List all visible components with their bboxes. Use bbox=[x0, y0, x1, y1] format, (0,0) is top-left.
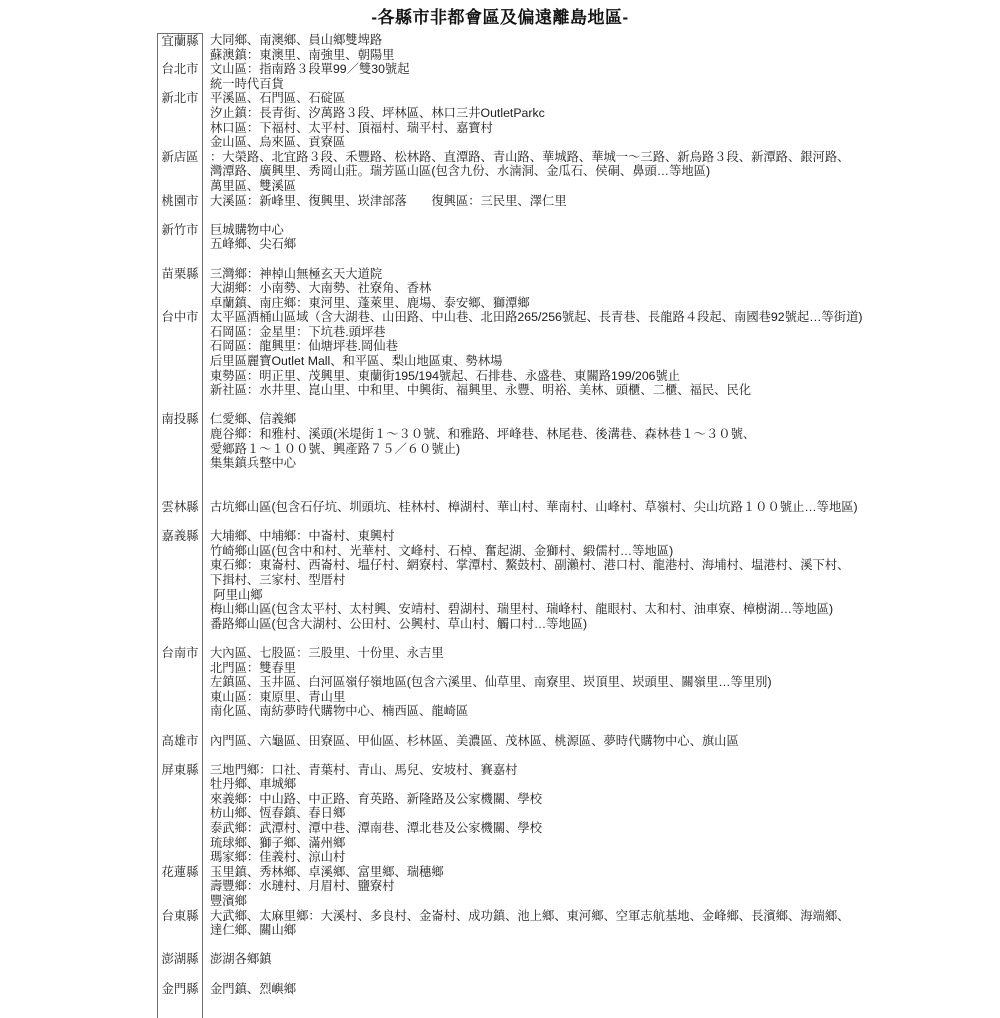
region-text: 文山區：指南路３段單99／雙30號起 bbox=[210, 62, 410, 77]
table-row bbox=[157, 558, 862, 573]
table-row bbox=[157, 952, 862, 967]
table-row bbox=[157, 602, 862, 617]
table-row bbox=[157, 369, 862, 384]
county-label bbox=[157, 296, 203, 311]
region-text: 琉球鄉、獅子鄉、滿州鄉 bbox=[210, 835, 346, 850]
region-text: 萬里區、雙溪區 bbox=[210, 178, 297, 193]
region-text: 五峰鄉、尖石鄉 bbox=[210, 237, 297, 252]
region-text: 古坑鄉山區(包含石仔坑、圳頭坑、桂林村、樟湖村、華山村、華南村、山峰村、草嶺村、尖山坑路１００號止…等地區) bbox=[210, 500, 858, 514]
table-row bbox=[157, 631, 862, 646]
region-text: 巨城購物中心 bbox=[210, 222, 284, 237]
table-row bbox=[157, 427, 862, 442]
table-row bbox=[157, 194, 862, 209]
county-label bbox=[157, 558, 203, 573]
table-row bbox=[157, 529, 862, 544]
region-text: 北門區：雙春里 bbox=[210, 660, 297, 675]
table-row bbox=[157, 77, 862, 92]
region-text: 汐止鎮：長青街、汐萬路３段、坪林區、林口三井OutletParkc bbox=[210, 105, 545, 120]
county-label bbox=[157, 369, 203, 384]
table-row bbox=[157, 62, 862, 77]
county-label bbox=[157, 164, 203, 179]
table-row bbox=[157, 806, 862, 821]
county-label: 澎湖縣 bbox=[157, 952, 203, 967]
county-label bbox=[157, 938, 203, 953]
table-row bbox=[157, 325, 862, 340]
region-text: 番路鄉山區(包含大湖村、公田村、公興村、草山村、觸口村…等地區) bbox=[210, 616, 588, 631]
region-text: 梅山鄉山區(包含太平村、太村興、安靖村、碧湖村、瑞里村、瑞峰村、龍眼村、太和村、油車寮、樟樹湖…等地區) bbox=[210, 602, 834, 617]
region-text: 大內區、七股區：三股里、十份里、永吉里 bbox=[210, 645, 444, 660]
table-row bbox=[157, 675, 862, 690]
county-label bbox=[157, 544, 203, 559]
page-title: -各縣市非都會區及偏遠離島地區- bbox=[371, 8, 629, 27]
county-label: 屏東縣 bbox=[157, 763, 203, 778]
county-label bbox=[157, 704, 203, 719]
region-text: ：大榮路、北宜路３段、禾豐路、松林路、直潭路、青山路、華城路、華城一～三路、新烏路３段、新潭路、銀河路、 bbox=[210, 149, 850, 164]
table-row bbox=[157, 339, 862, 354]
region-text: 三灣鄉：神棹山無極玄天大道院 bbox=[210, 266, 383, 281]
table-row bbox=[157, 544, 862, 559]
county-label: 金門縣 bbox=[157, 982, 203, 997]
county-label bbox=[157, 485, 203, 500]
county-label: 雲林縣 bbox=[157, 500, 203, 515]
county-label: 新店區 bbox=[157, 150, 203, 165]
county-label bbox=[157, 748, 203, 763]
region-text: 金山區、烏來區、貢寮區 bbox=[210, 135, 346, 150]
table-row bbox=[157, 354, 862, 369]
table-row bbox=[157, 982, 862, 997]
table-row bbox=[157, 515, 862, 530]
table-row bbox=[157, 661, 862, 676]
county-label bbox=[157, 967, 203, 982]
region-text: 大武鄉、太麻里鄉：大溪村、多良村、金崙村、成功鎮、池上鄉、東河鄉、空軍志航基地、金峰鄉、長濱鄉、海端鄉、 bbox=[210, 908, 850, 923]
county-label bbox=[157, 821, 203, 836]
county-label bbox=[157, 894, 203, 909]
county-label bbox=[157, 515, 203, 530]
county-label bbox=[157, 850, 203, 865]
table-row bbox=[157, 879, 862, 894]
table-row bbox=[157, 164, 862, 179]
county-label: 花蓮縣 bbox=[157, 865, 203, 880]
table-row bbox=[157, 310, 862, 325]
table-row bbox=[157, 909, 862, 924]
county-label bbox=[157, 121, 203, 136]
region-text: 下揖村、三家村、型厝村 bbox=[210, 572, 346, 587]
table-row bbox=[157, 734, 862, 749]
table-row bbox=[157, 573, 862, 588]
region-text: 卓蘭鎮、南庄鄉：東河里、蓬萊里、鹿場、泰安鄉、獅潭鄉 bbox=[210, 295, 530, 310]
county-label bbox=[157, 106, 203, 121]
table-row bbox=[157, 923, 862, 938]
county-label: 台東縣 bbox=[157, 909, 203, 924]
region-text: 平溪區、石門區、石碇區 bbox=[210, 91, 346, 106]
region-table bbox=[157, 33, 862, 1011]
county-label bbox=[157, 690, 203, 705]
table-row bbox=[157, 485, 862, 500]
table-row bbox=[157, 646, 862, 661]
region-text: 仁愛鄉、信義鄉 bbox=[210, 412, 297, 427]
table-row bbox=[157, 121, 862, 136]
table-row bbox=[157, 223, 862, 238]
county-label bbox=[157, 777, 203, 792]
region-text: 三地門鄉：口社、青葉村、青山、馬兒、安坡村、賽嘉村 bbox=[210, 762, 518, 777]
county-label bbox=[157, 806, 203, 821]
table-row bbox=[157, 383, 862, 398]
county-label bbox=[157, 836, 203, 851]
table-row bbox=[157, 281, 862, 296]
table-row bbox=[157, 252, 862, 267]
county-label bbox=[157, 325, 203, 340]
county-label bbox=[157, 135, 203, 150]
table-row bbox=[157, 91, 862, 106]
table-row bbox=[157, 106, 862, 121]
county-label bbox=[157, 427, 203, 442]
county-label: 宜蘭縣 bbox=[157, 33, 203, 48]
county-label bbox=[157, 237, 203, 252]
table-row bbox=[157, 500, 862, 515]
table-row bbox=[157, 792, 862, 807]
table-row bbox=[157, 33, 862, 48]
table-row bbox=[157, 836, 862, 851]
table-row bbox=[157, 865, 862, 880]
table-row bbox=[157, 237, 862, 252]
region-text: 集集鎮兵整中心 bbox=[210, 456, 297, 471]
county-label: 新北市 bbox=[157, 91, 203, 106]
county-label bbox=[157, 208, 203, 223]
table-row bbox=[157, 821, 862, 836]
county-label bbox=[157, 602, 203, 617]
region-text: 石岡區：龍興里：仙塘坪巷.岡仙巷 bbox=[210, 339, 398, 354]
table-row bbox=[157, 588, 862, 603]
county-label bbox=[157, 617, 203, 632]
region-text: 內門區、六龜區、田寮區、甲仙區、杉林區、美濃區、茂林區、桃源區、夢時代購物中心、旗山區 bbox=[210, 733, 739, 748]
region-text: 瑪家鄉：佳義村、涼山村 bbox=[210, 850, 346, 865]
region-text: 蘇澳鎮：東澳里、南強里、朝陽里 bbox=[210, 47, 395, 62]
region-text: 林口區：下福村、太平村、頂福村、瑞平村、嘉寶村 bbox=[210, 120, 493, 135]
region-text: 玉里鎮、秀林鄉、卓溪鄉、富里鄉、瑞穗鄉 bbox=[210, 864, 444, 879]
county-label bbox=[157, 77, 203, 92]
region-text: 豐濱鄉 bbox=[210, 894, 247, 909]
table-row bbox=[157, 412, 862, 427]
county-label bbox=[157, 383, 203, 398]
region-text: 泰武鄉：武潭村、潭中巷、潭南巷、潭北巷及公家機關、學校 bbox=[210, 821, 543, 836]
table-row bbox=[157, 471, 862, 486]
table-row bbox=[157, 748, 862, 763]
table-row bbox=[157, 617, 862, 632]
county-label bbox=[157, 456, 203, 471]
region-text: 新社區：水井里、崑山里、中和里、中興街、福興里、永豐、明裕、美林、頭櫃、二櫃、福民、民化 bbox=[210, 383, 752, 398]
county-label: 桃園市 bbox=[157, 194, 203, 209]
region-text: 后里區麗寶Outlet Mall、和平區、梨山地區東、勢林場 bbox=[210, 354, 503, 369]
region-text: 壽豐鄉：水璉村、月眉村、鹽寮村 bbox=[210, 879, 395, 894]
county-label: 嘉義縣 bbox=[157, 529, 203, 544]
table-row bbox=[157, 208, 862, 223]
county-label: 高雄市 bbox=[157, 734, 203, 749]
county-label: 台中市 bbox=[157, 310, 203, 325]
county-label bbox=[157, 923, 203, 938]
table-row bbox=[157, 48, 862, 63]
county-label bbox=[157, 354, 203, 369]
county-label: 台北市 bbox=[157, 62, 203, 77]
region-text: 東勢區：明正里、茂興里、東蘭街195/194號起、石排巷、永盛巷、東關路199/206號止 bbox=[210, 368, 681, 383]
table-row bbox=[157, 442, 862, 457]
county-label bbox=[157, 339, 203, 354]
region-text: 大埔鄉、中埔鄉：中崙村、東興村 bbox=[210, 529, 395, 544]
table-row bbox=[157, 150, 862, 165]
table-row bbox=[157, 179, 862, 194]
table-row bbox=[157, 850, 862, 865]
region-text: 阿里山鄉 bbox=[210, 587, 263, 602]
county-label bbox=[157, 661, 203, 676]
table-border-extension bbox=[157, 996, 862, 1011]
region-text: 鹿谷鄉：和雅村、溪頭(米堤街１～３０號、和雅路、坪峰巷、林尾巷、後溝巷、森林巷１～３０號、 bbox=[210, 427, 756, 442]
table-row bbox=[157, 398, 862, 413]
county-label bbox=[157, 398, 203, 413]
region-text: 東山區：東原里、青山里 bbox=[210, 689, 346, 704]
county-label: 南投縣 bbox=[157, 412, 203, 427]
region-text: 大湖鄉：小南勢、大南勢、社寮角、香林 bbox=[210, 281, 432, 296]
region-text: 太平區酒桶山區域（含大湖巷、山田路、中山巷、北田路265/256號起、長青巷、長龍路４段起、南國巷92號起…等街道) bbox=[210, 310, 863, 325]
table-row bbox=[157, 704, 862, 719]
county-label bbox=[157, 631, 203, 646]
county-label: 苗栗縣 bbox=[157, 267, 203, 282]
county-label bbox=[157, 573, 203, 588]
table-row bbox=[157, 296, 862, 311]
county-label bbox=[157, 588, 203, 603]
county-label: 新竹市 bbox=[157, 223, 203, 238]
county-label bbox=[157, 48, 203, 63]
table-row bbox=[157, 938, 862, 953]
county-label bbox=[157, 719, 203, 734]
region-text: 達仁鄉、關山鄉 bbox=[210, 923, 297, 938]
table-row bbox=[157, 967, 862, 982]
table-row bbox=[157, 456, 862, 471]
county-label bbox=[157, 675, 203, 690]
county-label bbox=[157, 179, 203, 194]
region-text: 統一時代百貨 bbox=[210, 76, 284, 91]
region-text: 澎湖各鄉鎮 bbox=[210, 952, 272, 967]
region-text: 大同鄉、南澳鄉、員山鄉雙埤路 bbox=[210, 33, 383, 47]
region-text: 石岡區：金星里：下坑巷.頭坪巷 bbox=[210, 324, 386, 339]
region-text: 金門鎮、烈嶼鄉 bbox=[210, 981, 297, 996]
region-text: 左鎮區、玉井區、白河區嶺仔嶺地區(包含六溪里、仙草里、南寮里、崁頂里、崁頭里、關嶺里…等里別) bbox=[210, 675, 772, 690]
county-label bbox=[157, 281, 203, 296]
table-row bbox=[157, 894, 862, 909]
region-text: 灣潭路、廣興里、秀岡山莊。瑞芳區山區(包含九份、水湳洞、金瓜石、侯硐、鼻頭…等地區) bbox=[210, 164, 711, 179]
region-text: 枋山鄉、恆春鎮、春日鄉 bbox=[210, 806, 346, 821]
county-label-column-edge bbox=[157, 996, 203, 1018]
region-text: 東石鄉：東崙村、西崙村、塭仔村、網寮村、掌潭村、鰲鼓村、副瀨村、港口村、龍港村、海埔村、塭港村、溪下村、 bbox=[210, 558, 850, 573]
table-row bbox=[157, 777, 862, 792]
region-text: 牡丹鄉、車城鄉 bbox=[210, 777, 297, 792]
table-row bbox=[157, 719, 862, 734]
table-row bbox=[157, 135, 862, 150]
region-text: 愛鄉路１～１００號、興產路７５／６０號止) bbox=[210, 441, 461, 456]
county-label bbox=[157, 442, 203, 457]
region-text: 竹崎鄉山區(包含中和村、光華村、文峰村、石棹、奮起湖、金獅村、緞儒村…等地區) bbox=[210, 543, 674, 558]
region-text: 大溪區：新峰里、復興里、崁津部落 復興區：三民里、澤仁里 bbox=[210, 193, 567, 208]
table-row bbox=[157, 763, 862, 778]
county-label bbox=[157, 879, 203, 894]
region-table-body bbox=[157, 33, 862, 996]
table-row bbox=[157, 690, 862, 705]
county-label: 台南市 bbox=[157, 646, 203, 661]
table-row bbox=[157, 267, 862, 282]
county-label bbox=[157, 471, 203, 486]
county-label bbox=[157, 252, 203, 267]
county-label bbox=[157, 792, 203, 807]
region-text: 南化區、南紡夢時代購物中心、楠西區、龍崎區 bbox=[210, 704, 469, 719]
region-text: 來義鄉：中山路、中正路、育英路、新隆路及公家機關、學校 bbox=[210, 791, 543, 806]
